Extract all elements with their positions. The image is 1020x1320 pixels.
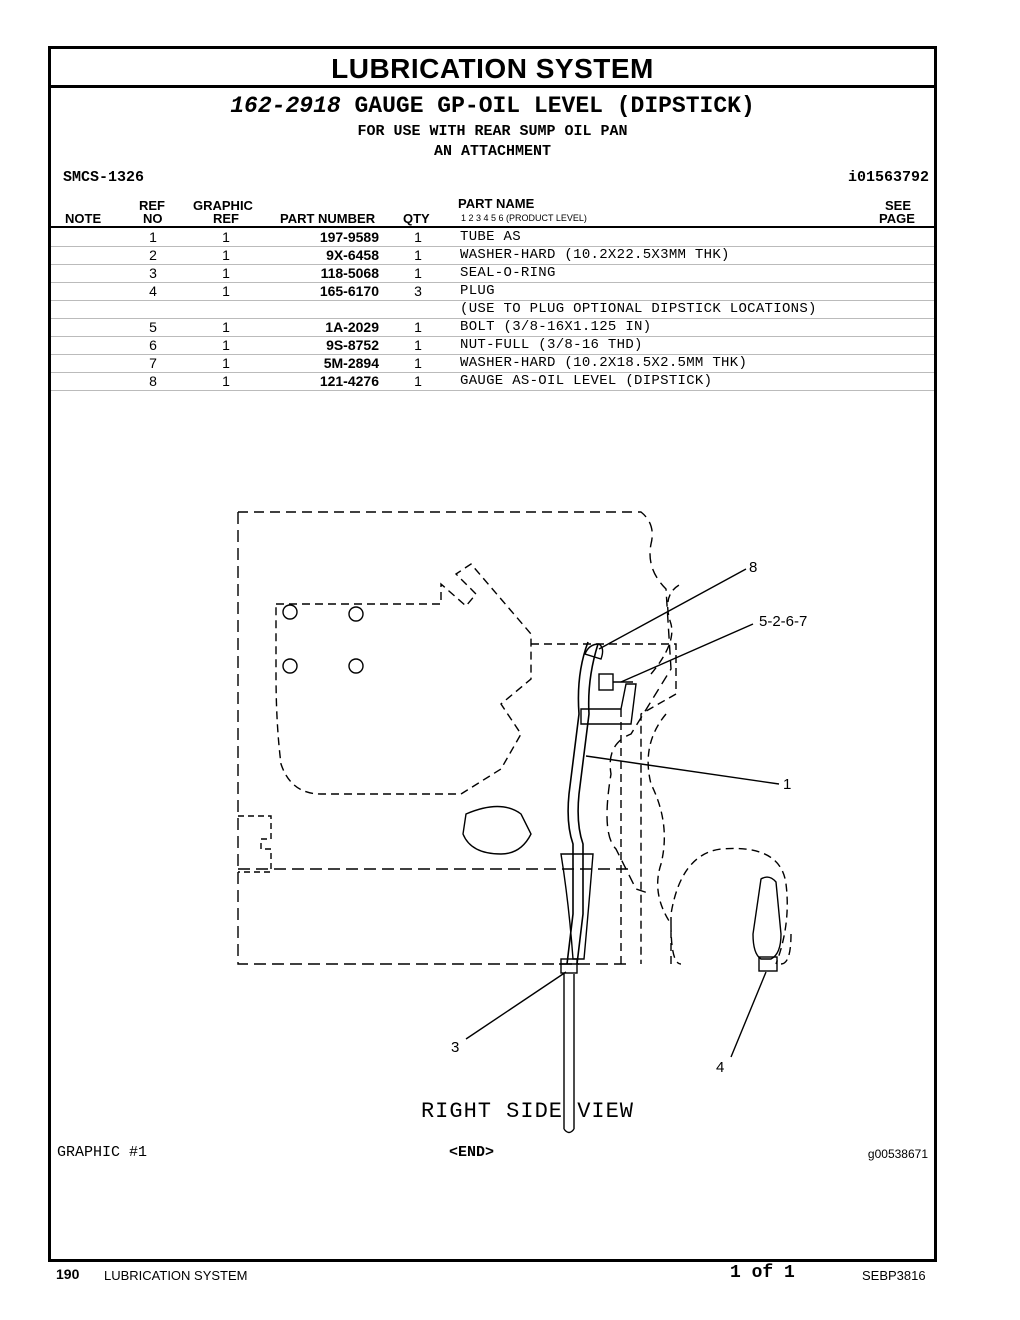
o-ring	[561, 959, 577, 973]
callout-1: 1	[783, 776, 792, 793]
smcs-code: SMCS-1326	[63, 169, 145, 186]
section-title: LUBRICATION SYSTEM	[51, 49, 934, 88]
part-name: WASHER-HARD (10.2X22.5X3MM THK)	[460, 247, 730, 263]
part-number: 121-4276	[319, 373, 379, 389]
table-row	[51, 246, 934, 265]
bolt-hole	[349, 659, 363, 673]
dipstick-handle	[585, 644, 603, 659]
cover-block	[276, 564, 531, 794]
dipstick-illustration	[201, 494, 821, 1134]
qty: 1	[414, 337, 422, 353]
part-name-note: (USE TO PLUG OPTIONAL DIPSTICK LOCATIONS)	[460, 301, 817, 317]
col-ref-top: REF	[139, 198, 165, 213]
page-number: 190	[56, 1266, 80, 1282]
part-name: SEAL-O-RING	[460, 265, 556, 281]
ref-no: 2	[149, 247, 157, 263]
page-section: LUBRICATION SYSTEM	[104, 1268, 248, 1283]
page-frame	[48, 46, 937, 1262]
subtitle-attachment: AN ATTACHMENT	[433, 143, 552, 160]
part-number: 197-9589	[319, 229, 379, 245]
plug-boss	[671, 848, 791, 964]
ref-no: 3	[149, 265, 157, 281]
graphic-ref: 1	[222, 229, 230, 245]
bolt-hole	[283, 659, 297, 673]
graphic-ref: 1	[222, 247, 230, 263]
bolt-hole	[283, 605, 297, 619]
view-label: RIGHT SIDE VIEW	[420, 1099, 635, 1124]
table-row	[51, 228, 934, 247]
bolt-head	[599, 674, 613, 690]
part-title-line	[51, 93, 934, 119]
housing-outline	[238, 512, 671, 894]
col-note: NOTE	[65, 211, 102, 226]
callout-4: 4	[716, 1059, 725, 1076]
qty: 1	[414, 229, 422, 245]
col-product-levels: 1 2 3 4 5 6 (PRODUCT LEVEL)	[461, 213, 587, 223]
table-row	[51, 264, 934, 283]
ref-no: 4	[149, 283, 157, 299]
col-graphic-top: GRAPHIC	[193, 198, 253, 213]
part-name: BOLT (3/8-16X1.125 IN)	[460, 319, 652, 335]
part-name: WASHER-HARD (10.2X18.5X2.5MM THK)	[460, 355, 748, 371]
housing-left-edge	[238, 512, 631, 964]
graphic-ref: 1	[222, 337, 230, 353]
qty: 3	[414, 283, 422, 299]
ref-no: 5	[149, 319, 157, 335]
part-name-title: GAUGE GP-OIL LEVEL (DIPSTICK)	[354, 93, 755, 119]
col-graphic-bottom: REF	[213, 211, 239, 226]
leader-4	[731, 972, 766, 1057]
table-row	[51, 282, 934, 301]
part-number: 9S-8752	[326, 337, 379, 353]
plug-body	[753, 877, 781, 959]
graphic-ref: 1	[222, 265, 230, 281]
graphic-ref: 1	[222, 283, 230, 299]
part-number: 1A-2029	[325, 319, 379, 335]
col-see-top: SEE	[885, 198, 912, 213]
col-ref-bottom: NO	[143, 211, 163, 226]
qty: 1	[414, 319, 422, 335]
qty: 1	[414, 373, 422, 389]
part-name: NUT-FULL (3/8-16 THD)	[460, 337, 643, 353]
col-part-name: PART NAME	[458, 196, 535, 211]
ref-no: 8	[149, 373, 157, 389]
part-name: PLUG	[460, 283, 495, 299]
table-row	[51, 372, 934, 391]
part-number: 9X-6458	[326, 247, 379, 263]
col-see-bottom: PAGE	[879, 211, 915, 226]
col-part-number: PART NUMBER	[280, 211, 376, 226]
graphic-id: g00538671	[867, 1147, 928, 1161]
graphic-ref: 1	[222, 373, 230, 389]
subtitle-usage: FOR USE WITH REAR SUMP OIL PAN	[357, 123, 628, 140]
pan-feature	[463, 807, 531, 855]
ref-no: 6	[149, 337, 157, 353]
document-ident: i01563792	[847, 169, 929, 186]
part-number: 5M-2894	[323, 355, 379, 371]
ref-no: 1	[149, 229, 157, 245]
qty: 1	[414, 247, 422, 263]
table-row	[51, 318, 934, 337]
qty: 1	[414, 355, 422, 371]
bolt-hole	[349, 607, 363, 621]
graphic-number: GRAPHIC #1	[57, 1144, 148, 1161]
document-id: SEBP3816	[862, 1268, 926, 1283]
end-marker: <END>	[449, 1144, 495, 1161]
part-name: TUBE AS	[460, 229, 521, 245]
table-row	[51, 354, 934, 373]
part-number: 165-6170	[319, 283, 379, 299]
leader-3	[466, 972, 566, 1039]
dipstick-tube	[567, 642, 588, 964]
callout-3: 3	[451, 1039, 460, 1056]
leader-5267	[621, 624, 753, 682]
graphic-ref: 1	[222, 355, 230, 371]
callout-8: 8	[749, 559, 758, 576]
graphic-ref: 1	[222, 319, 230, 335]
table-row	[51, 336, 934, 355]
callout-5-2-6-7: 5-2-6-7	[759, 613, 808, 630]
leader-1	[586, 756, 779, 784]
col-qty: QTY	[403, 211, 430, 226]
page-of: 1 of 1	[730, 1263, 795, 1283]
part-number: 118-5068	[320, 265, 379, 281]
qty: 1	[414, 265, 422, 281]
ref-no: 7	[149, 355, 157, 371]
part-name: GAUGE AS-OIL LEVEL (DIPSTICK)	[460, 373, 713, 389]
part-number-title: 162-2918	[230, 93, 341, 119]
table-row-note	[51, 300, 934, 319]
